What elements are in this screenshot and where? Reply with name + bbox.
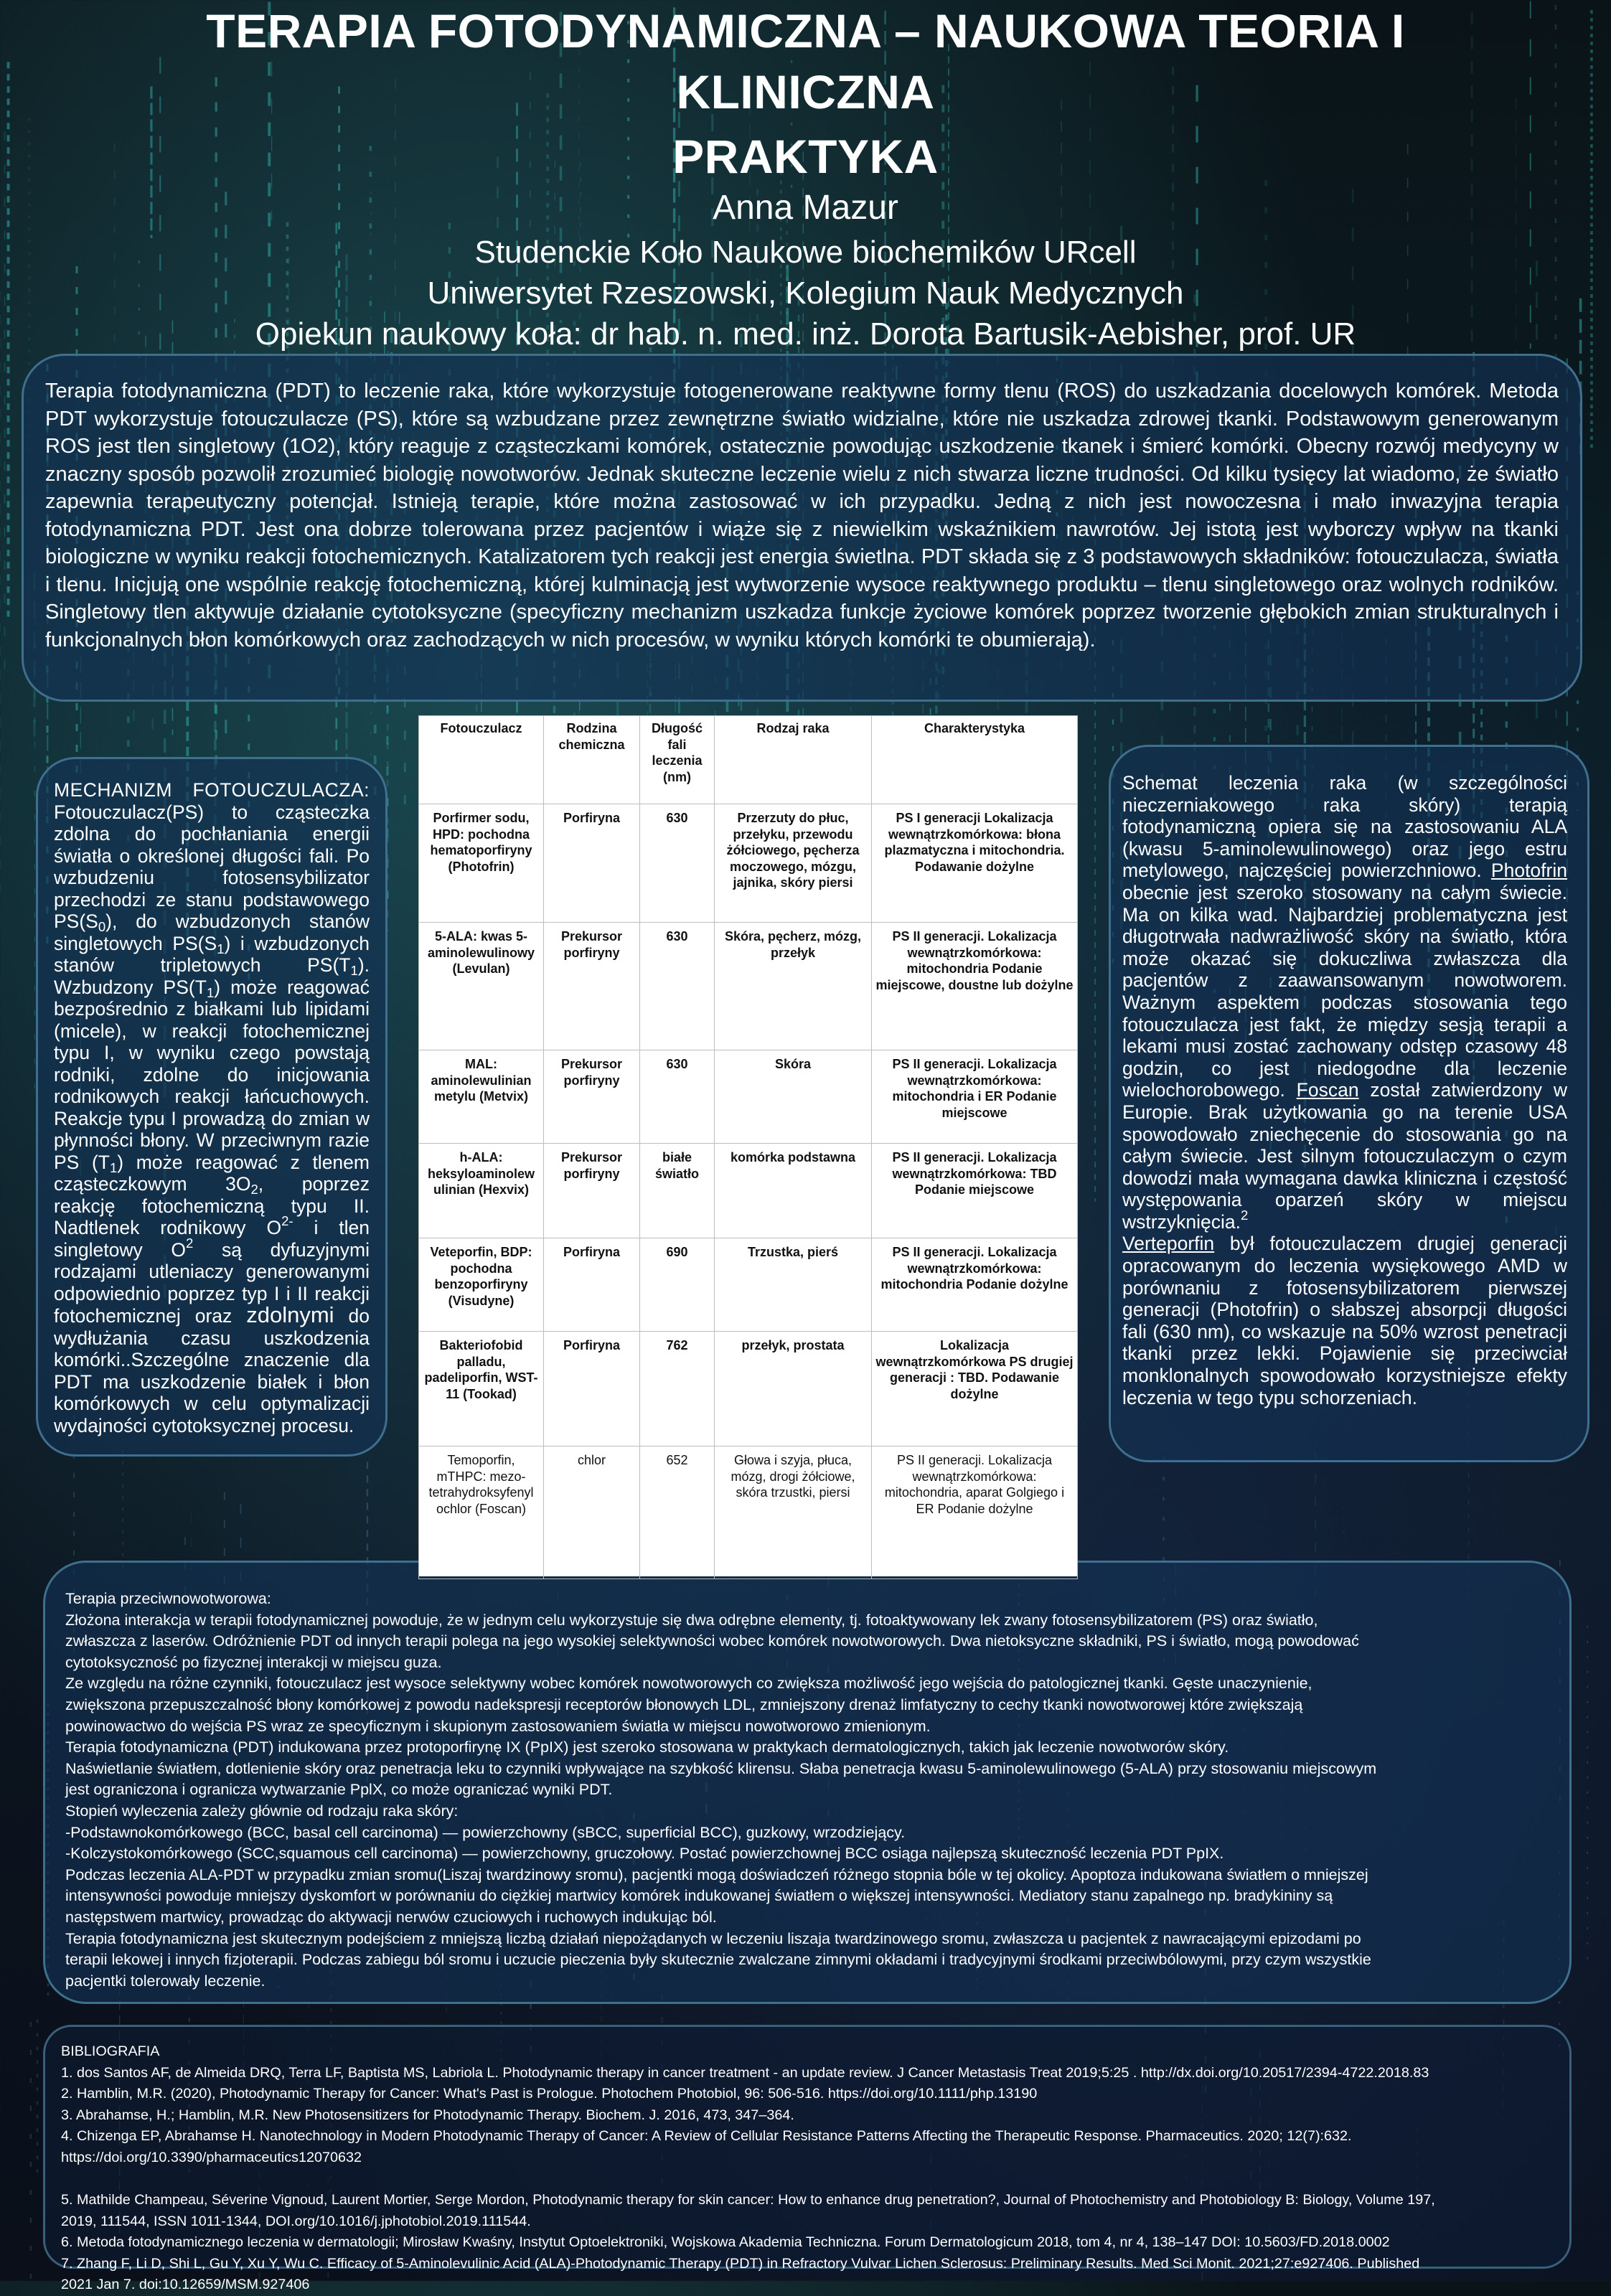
bibliography-entry: 2. Hamblin, M.R. (2020), Photodynamic Therapy for Cancer: What's Past is Prologue. Photochem Photobiol, 96: 506-516. https://doi.org/10.1111/php.13190 [61,2086,1038,2102]
introduction-panel [22,354,1582,702]
photofrin-link-text: Photofrin [1490,860,1567,882]
verteporfin-link-text: Verteporfin [1122,1233,1215,1255]
therapy-text-line: jest ograniczona i ogranicza wytwarzanie PplX, co może ograniczać wyniki PDT. [65,1781,613,1799]
table-cell: Veteporfin, BDP: pochodna benzoporfiryny (Visudyne) [419,1238,544,1332]
therapy-text-line: Ze względu na różne czynniki, fotouczulacz jest wysoce selektywny wobec komórek nowotworowych co zwiększa możliwość jego wejścia do patologicznej tkanki. Gęste unaczynienie, [65,1675,1312,1693]
university: Uniwersytet Rzeszowski, Kolegium Nauk Medycznych [427,276,1184,311]
table-cell: Głowa i szyja, płuca, mózg, drogi żółciowe, skóra trzustki, piersi [715,1446,872,1579]
table-row [419,1144,1078,1238]
table-cell: białe światło [640,1144,715,1238]
mechanism-heading: MECHANIZM FOTOUCZULACZA: [54,779,370,801]
table-header-cell: Rodzaj raka [715,716,872,804]
therapy-text-line: powinowactwo do wejścia PS wraz ze specyficznym i skupionym zastosowaniem światła w miejscu nowotworowo zmienionym. [65,1717,931,1735]
table-cell: 5-ALA: kwas 5-aminolewulinowy (Levulan) [419,923,544,1050]
table-header-cell: Długość fali leczenia (nm) [640,716,715,804]
bibliography-entry: 6. Metoda fotodynamicznego leczenia w dermatologii; Mirosław Kwaśny, Instytut Optoelektroniki, Wojskowa Akademia Techniczna. Forum Dermatologicum 2018, tom 4, nr 4, 138–147 DOI: 10.5603/FD.2018.0002 [61,2234,1390,2250]
table-cell: Skóra [715,1050,872,1144]
table-header-row [419,716,1078,804]
therapy-text-line: Naświetlanie światłem, dotlenienie skóry oraz penetracja leku to czynniki wpływające na szybkość klirensu. Słaba penetracja kwasu 5-aminolewulinowego (5-ALA) przy stosowaniu miejscowym [65,1759,1377,1777]
table-cell: komórka podstawna [715,1144,872,1238]
table-cell: Przerzuty do płuc, przełyku, przewodu żółciowego, pęcherza moczowego, mózgu, jajnika, skóry piersi [715,804,872,923]
table-cell: PS II generacji. Lokalizacja wewnątrzkomórkowa: mitochondria Podanie dożylne [872,1238,1078,1332]
table-cell: Prekursor porfiryny [544,923,640,1050]
table-header-cell: Charakterystyka [872,716,1078,804]
poster-title-line-3: PRAKTYKA [672,130,939,183]
therapy-text-line: Złożona interakcja w terapii fotodynamicznej powoduje, że w jednym celu wykorzystuje się dwa odrębne elementy, tj. fotoaktywowany lek zwany fotosensybilizatorem (PS) oraz światło, [65,1611,1318,1629]
table-cell: PS I generacji Lokalizacja wewnątrzkomórkowa: błona plazmatyczna i mitochondria. Podawanie dożylne [872,804,1078,923]
therapy-text-line: pacjentki tolerowały leczenie. [65,1972,266,1990]
bibliography-panel [43,2025,1572,2292]
therapy-text-line: następstwem martwicy, prowadząc do aktywacji nerwów czuciowych i ruchowych indukując ból. [65,1908,717,1926]
table-cell: Porfirmer sodu, HPD: pochodna hematoporfiryny (Photofrin) [419,804,544,923]
therapy-text-line: Stopień wyleczenia zależy głównie od rodzaju raka skóry: [65,1802,459,1820]
treatment-scheme-panel [1109,745,1589,1462]
table-cell: PS II generacji. Lokalizacja wewnątrzkomórkowa: TBD Podanie miejscowe [872,1144,1078,1238]
table-cell: Skóra, pęcherz, mózg, przełyk [715,923,872,1050]
bibliography-entry: https://doi.org/10.3390/pharmaceutics12070632 [61,2149,362,2165]
anticancer-therapy-panel [43,1561,1572,2004]
table-cell: Prekursor porfiryny [544,1050,640,1144]
therapy-text-line: zwłaszcza z laserów. Odróżnienie PDT od innych terapii polega na jego wysokiej selektywności wobec komórek nowotworowych. Dwa nietoksyczne składniki, PS i światło, mogą powodować [65,1632,1359,1650]
therapy-text-line: Podczas leczenia ALA-PDT w przypadku zmian sromu(Liszaj twardzinowy sromu), pacjentki mogą doświadczeń różnego stopnia bóle w tej okolicy. Apoptoza indukowana światłem o mniejszej [65,1866,1368,1883]
research-club: Studenckie Koło Naukowe biochemików URcell [474,235,1137,270]
therapy-text-line: Terapia fotodynamiczna (PDT) indukowana przez protoporfirynę IX (PpIX) jest szeroko stosowana w praktykach dermatologicznych, takich jak leczenie nowotworów skóry. [65,1739,1229,1756]
table-cell: 762 [640,1332,715,1446]
bibliography-entry: 5. Mathilde Champeau, Séverine Vignoud, Laurent Mortier, Serge Mordon, Photodynamic therapy for skin cancer: How to enhance drug penetration?, Journal of Photochemistry and Photobiology B: Biology, Volume 197, [61,2192,1435,2208]
supervisor: Opiekun naukowy koła: dr hab. n. med. inż. Dorota Bartusik-Aebisher, prof. UR [255,316,1356,352]
table-cell: przełyk, prostata [715,1332,872,1446]
table-cell: Lokalizacja wewnątrzkomórkowa PS drugiej generacji : TBD. Podawanie dożylne [872,1332,1078,1446]
table-cell: Bakteriofobid palladu, padeliporfin, WST-11 (Tookad) [419,1332,544,1446]
poster-title-line-1: TERAPIA FOTODYNAMICZNA – NAUKOWA TEORIA I [206,4,1405,57]
table-cell: PS II generacji. Lokalizacja wewnątrzkomórkowa: mitochondria i ER Podanie miejscowe [872,1050,1078,1144]
table-cell: Trzustka, pierś [715,1238,872,1332]
mechanism-panel [36,757,388,1457]
table-cell: PS II generacji. Lokalizacja wewnątrzkomórkowa: mitochondria, aparat Golgiego i ER Podanie dożylne [872,1446,1078,1579]
table-cell: MAL: aminolewulinian metylu (Metvix) [419,1050,544,1144]
table-row [419,804,1078,923]
table-cell: Porfiryna [544,1238,640,1332]
table-cell: h-ALA: heksyloaminolew ulinian (Hexvix) [419,1144,544,1238]
therapy-text-line: -Podstawnokomórkowego (BCC, basal cell carcinoma) — powierzchowny (sBCC, superficial BCC), guzkowy, wrzodziejący. [65,1823,906,1841]
treatment-scheme-text: Schemat leczenia raka (w szczególności nieczerniakowego raka skóry) terapią fotodynamiczną opiera się na zastosowaniu ALA (kwasu 5-aminolewulinowego) oraz jego estru metylowego, najczęściej powierzchniowo. Photofrin obecnie jest szeroko stosowany na całym świecie. Ma on kilka wad. Najbardziej problematyczna jest długotrwała nadwrażliwość skóry na światło, która może okazać się dokuczliwa zwłaszcza dla pacjentów z zaawansowanym nowotworem. Ważnym aspektem podczas stosowania tego fotouczulacza jest fakt, że między sesją terapii a lekami musi zostać zachowany odstęp czasowy 48 godzin, co jest niedogodne dla leczenie wielochorobowego. Foscan został zatwierdzony w Europie. Brak użytkowania go na terenie USA spowodowało zniechęcenie do stosowania go na całym świecie. Jest silnym fotouczulaczym o czym dowodzi mała wymagana dawka kliniczna i częstość występowania oparzeń skóry w miejscu wstrzyknięcia.$^2$ Verteporfin był fotouczulaczem drugiej generacji opracowanym do leczenia wysiękowego AMD w porównaniu z fotosensybilizatorem pierwszej generacji (Photofrin) o słabszej absorpcji długości fali (630 nm), co wskazuje na 50% wzrost penetracji tkanki przez lekki. Pojawienie się przeciwciał monklonalnych spowodowało korzystniejsze efekty leczenia w tego typu schorzeniach. [1122,772,1567,1408]
table-cell: Porfiryna [544,1332,640,1446]
bibliography-entry: 3. Abrahamse, H.; Hamblin, M.R. New Photosensitizers for Photodynamic Therapy. Biochem. J. 2016, 473, 347–364. [61,2107,794,2123]
introduction-text: Terapia fotodynamiczna (PDT) to leczenie raka, które wykorzystuje fotogenerowane reaktywne formy tlenu (ROS) do uszkadzania docelowych komórek. Metoda PDT wykorzystuje fotouczulacze (PS), które są wzbudzane przez zewnętrzne światło widzialne, które nie uszkadza zdrowej tkanki. Podstawowym generowanym ROS jest tlen singletowy (1O2), który reaguje z cząsteczkami komórek, ostatecznie powodując uszkodzenie tkanek i śmierć komórki. Obecny rozwój medycyny w znaczny sposób pozwolił zrozumieć biologię nowotworów. Jednak skuteczne leczenie wielu z nich stwarza liczne trudności. Od kilku tysięcy lat wiadomo, że światło zapewnia terapeutyczny potencjał. Istnieją terapie, które można zastosować w ich przypadku. Jedną z nich jest nowoczesna i mało inwazyjna terapia fotodynamiczna PDT. Jest ona dobrze tolerowana przez pacjentów i wiąże się z niewielkim wskaźnikiem nawrotów. Jej istotą jest wyborczy wpływ na tkanki biologiczne w wyniku reakcji fotochemicznych. Katalizatorem tych reakcji jest energia świetlna. PDT składa się z 3 podstawowych składników: fotouczulacza, światła i tlenu. Inicjują one wspólnie reakcję fotochemiczną, której kulminacją jest wytworzenie wysoce reaktywnego produktu – tlenu singletowego oraz wolnych rodników. Singletowy tlen aktywuje działanie cytotoksyczne (specyficzny mechanizm uszkadza funkcje życiowe komórek poprzez tworzenie głębokich zmian strukturalnych i funkcjonalnych błon komórkowych oraz zachodzących w nich procesów, w wyniku których komórki te obumierają). [45,380,1559,651]
table-row [419,1050,1078,1144]
therapy-text-line: cytotoksyczność po fizycznej interakcji w miejscu guza. [65,1653,442,1671]
bibliography-entry: 2019, 111544, ISSN 1011-1344, DOI.org/10.1016/j.jphotobiol.2019.111544. [61,2213,531,2229]
table-row [419,1238,1078,1332]
foscan-link-text: Foscan [1296,1079,1359,1101]
table-cell: Temoporfin, mTHPC: mezo-tetrahydroksyfenyl ochlor (Foscan) [419,1446,544,1579]
table-cell: Prekursor porfiryny [544,1144,640,1238]
bibliography-entry: 2021 Jan 7. doi:10.12659/MSM.927406 [61,2277,310,2292]
bibliography-entry: 4. Chizenga EP, Abrahamse H. Nanotechnology in Modern Photodynamic Therapy of Cancer: A Review of Cellular Resistance Patterns Affecting the Therapeutic Response. Pharmaceutics. 2020; 12(7):632. [61,2128,1352,2144]
bibliography-entry: 1. dos Santos AF, de Almeida DRQ, Terra LF, Baptista MS, Labriola L. Photodynamic therapy in cancer treatment - an update review. J Cancer Metastasis Treat 2019;5:25 . http://dx.doi.org/10.20517/2394-4722.2018.83 [61,2064,1429,2081]
bibliography-heading: BIBLIOGRAFIA [61,2043,160,2059]
table-cell: PS II generacji. Lokalizacja wewnątrzkomórkowa: mitochondria Podanie miejscowe, doustne lub dożylne [872,923,1078,1050]
table-row [419,1446,1078,1579]
table-cell: Porfiryna [544,804,640,923]
therapy-text-line: -Kolczystokomórkowego (SCC,squamous cell carcinoma) — powierzchowny, gruczołowy. Postać powierzchownej BCC osiąga najlepszą skuteczność leczenia PDT PpIX. [65,1845,1224,1863]
therapy-text-line: zwiększona przepuszczalność błony komórkowej z powodu nadekspresji receptorów błonowych LDL, zmniejszony drenaż limfatyczny to cechy tkanki nowotworowej które zwiększają [65,1695,1303,1713]
bibliography-entry: 7. Zhang F, Li D, Shi L, Gu Y, Xu Y, Wu C. Efficacy of 5-Aminolevulinic Acid (ALA)-Photodynamic Therapy (PDT) in Refractory Vulvar Lichen Sclerosus: Preliminary Results. Med Sci Monit. 2021;27:e927406. Published [61,2255,1420,2272]
table-cell: 630 [640,1050,715,1144]
table-cell: 630 [640,923,715,1050]
therapy-text-line: intensywności powoduje mniejszy dyskomfort w porównaniu do ciężkiej martwicy komórek indukowanej światłem o większej intensywności. Mediatory stanu zapalnego np. bradykininy są [65,1887,1333,1905]
table-cell: 652 [640,1446,715,1579]
table-row [419,1332,1078,1446]
table-cell: chlor [544,1446,640,1579]
therapy-text-line: terapii lekowej i innych fizjoterapii. Podczas zabiegu ból sromu i uczucie pieczenia były skutecznie zwalczane zimnymi okładami i tradycyjnymi środkami przeciwbólowymi, przy czym wszystkie [65,1951,1371,1969]
mechanism-text: MECHANIZM FOTOUCZULACZA: Fotouczulacz(PS) to cząsteczka zdolna do pochłaniania energii światła o określonej długości fali. Po wzbudzeniu fotosensybilizator przechodzi ze stanu podstawowego $PS(S_0)$, do wzbudzonych stanów singletowych $PS(S_1)$ i wzbudzonych stanów tripletowych $PS(T_1)$. Wzbudzony $PS(T_1)$ może reagować bezpośrednio z białkami lub lipidami (micele), w reakcji fotochemicznej typu I, w wyniku czego powstają rodniki, zdolne do inicjowania rodnikowych reakcji łańcuchowych. Reakcje typu I prowadzą do zmian w płynności błony. W przeciwnym razie PS $(T_1)$ może reagować z tlenem cząsteczkowym $3O_2$, poprzez reakcję fotochemiczną typu II. Nadtlenek rodnikowy $O^{2-}$ i tlen singletowy $O^2$ są dyfuzyjnymi rodzajami utleniaczy generowanymi odpowiednio poprzez typ I i II reakcji fotochemicznej oraz zdolnymi do wydłużania czasu uszkodzenia komórki..Szczególne znaczenie dla PDT ma uszkodzenie białek i błon komórkowych w celu optymalizacji wydajności cytotoksycznej procesu. [54,779,370,1436]
photosensitizer-table [418,715,1077,1576]
table-cell: 690 [640,1238,715,1332]
poster-title-line-2: KLINICZNA [676,65,935,118]
table-header-cell: Rodzina chemiczna [544,716,640,804]
therapy-text-line: Terapia przeciwnowotworowa: [65,1590,271,1607]
therapy-text-line: Terapia fotodynamiczna jest skutecznym podejściem z mniejszą liczbą działań niepożądanych w leczeniu liszaja twardzinowego sromu, zwłaszcza u pacjentek z nawracającymi epizodami po [65,1929,1361,1947]
table-header-cell: Fotouczulacz [419,716,544,804]
table-row [419,923,1078,1050]
table-cell: 630 [640,804,715,923]
author-name: Anna Mazur [713,189,898,227]
